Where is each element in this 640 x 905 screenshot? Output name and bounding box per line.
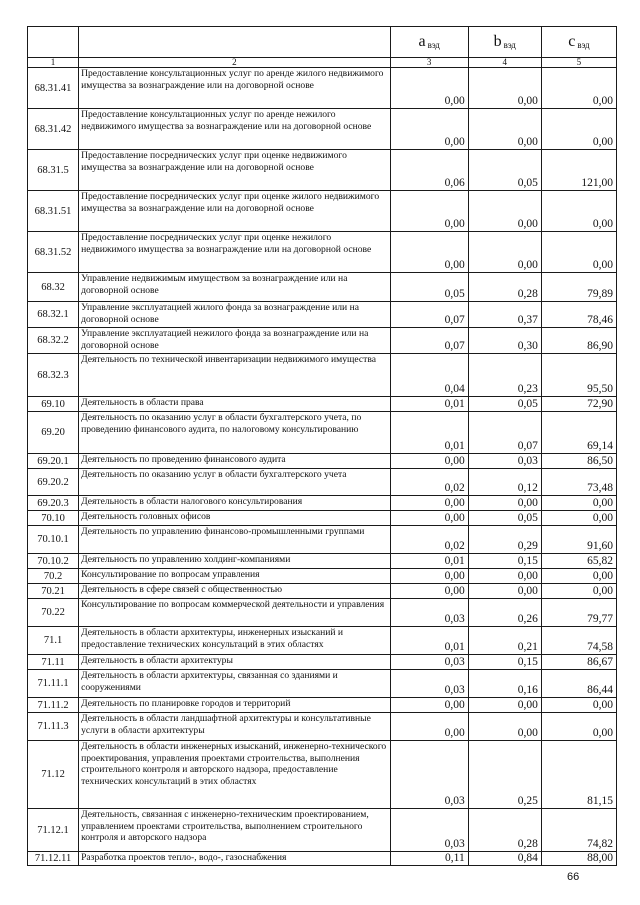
row-value-b: 0,05 (468, 511, 541, 526)
row-value-c: 86,44 (541, 670, 616, 698)
row-value-b: 0,30 (468, 328, 541, 354)
row-code: 70.21 (28, 584, 79, 599)
row-value-b: 0,00 (468, 68, 541, 109)
row-name: Деятельность головных офисов (79, 511, 391, 526)
row-code: 68.31.42 (28, 109, 79, 150)
row-name: Деятельность по проведению финансового аудита (79, 454, 391, 469)
column-number: 1 (28, 58, 79, 68)
row-value-b: 0,29 (468, 526, 541, 554)
row-value-b: 0,25 (468, 741, 541, 809)
row-code: 71.11.1 (28, 670, 79, 698)
column-number: 4 (468, 58, 541, 68)
row-value-a: 0,00 (390, 496, 468, 511)
row-value-b: 0,84 (468, 852, 541, 866)
row-name: Предоставление посреднических услуг при оценке жилого недвижимого имущества за вознаграждение или на договорной основе (79, 191, 391, 232)
row-code: 69.20 (28, 412, 79, 454)
row-code: 71.11 (28, 655, 79, 670)
row-value-c: 0,00 (541, 68, 616, 109)
row-name: Деятельность в области ландшафтной архитектуры и консультативные услуги в области архитектуры (79, 713, 391, 741)
table-row (28, 809, 617, 852)
row-value-b: 0,21 (468, 627, 541, 655)
row-value-a: 0,01 (390, 627, 468, 655)
row-code: 68.32.3 (28, 354, 79, 397)
row-value-a: 0,03 (390, 809, 468, 852)
row-name: Консультирование по вопросам коммерческой деятельности и управления (79, 599, 391, 627)
table-row (28, 302, 617, 328)
row-value-c: 0,00 (541, 511, 616, 526)
table-row (28, 554, 617, 569)
row-name: Деятельность в области налогового консультирования (79, 496, 391, 511)
row-code: 69.10 (28, 397, 79, 412)
row-code: 71.1 (28, 627, 79, 655)
row-name: Управление эксплуатацией жилого фонда за вознаграждение или на договорной основе (79, 302, 391, 328)
row-value-b: 0,00 (468, 109, 541, 150)
row-name: Предоставление посреднических услуг при оценке нежилого недвижимого имущества за вознаграждение или на договорной основе (79, 232, 391, 273)
row-value-b: 0,15 (468, 655, 541, 670)
row-code: 68.31.52 (28, 232, 79, 273)
row-name: Деятельность по управлению холдинг-компаниями (79, 554, 391, 569)
header-code (28, 27, 79, 58)
row-name: Предоставление консультационных услуг по аренде нежилого недвижимого имущества за вознаграждение или на договорной основе (79, 109, 391, 150)
row-value-a: 0,05 (390, 273, 468, 302)
row-value-b: 0,23 (468, 354, 541, 397)
table-row (28, 698, 617, 713)
table-row (28, 469, 617, 496)
row-value-b: 0,37 (468, 302, 541, 328)
row-code: 68.32.1 (28, 302, 79, 328)
row-value-b: 0,12 (468, 469, 541, 496)
table-row (28, 273, 617, 302)
row-value-b: 0,00 (468, 191, 541, 232)
row-code: 71.12 (28, 741, 79, 809)
row-name: Деятельность в области архитектуры (79, 655, 391, 670)
row-name: Управление недвижимым имуществом за вознаграждение или на договорной основе (79, 273, 391, 302)
row-value-b: 0,28 (468, 273, 541, 302)
row-code: 69.20.1 (28, 454, 79, 469)
row-name: Деятельность по технической инвентаризации недвижимого имущества (79, 354, 391, 397)
row-value-b: 0,05 (468, 397, 541, 412)
row-value-c: 74,82 (541, 809, 616, 852)
table-row (28, 569, 617, 584)
row-value-b: 0,00 (468, 713, 541, 741)
row-name: Разработка проектов тепло-, водо-, газоснабжения (79, 852, 391, 866)
row-value-a: 0,04 (390, 354, 468, 397)
row-name: Управление эксплуатацией нежилого фонда за вознаграждение или на договорной основе (79, 328, 391, 354)
row-name: Деятельность в области права (79, 397, 391, 412)
table-row (28, 741, 617, 809)
table-row (28, 397, 617, 412)
column-number: 3 (390, 58, 468, 68)
row-value-c: 88,00 (541, 852, 616, 866)
row-value-c: 69,14 (541, 412, 616, 454)
table-row (28, 511, 617, 526)
row-value-c: 81,15 (541, 741, 616, 809)
row-value-c: 0,00 (541, 191, 616, 232)
row-name: Деятельность в области инженерных изысканий, инженерно-технического проектирования, управления проектами строительства, выполнения строительного контроля и авторского надзора, предоставление технических консультаций в этих областях (79, 741, 391, 809)
row-name: Деятельность в области архитектуры, инженерных изысканий и предоставление технических консультаций в этих областях (79, 627, 391, 655)
row-value-a: 0,00 (390, 713, 468, 741)
row-code: 71.12.1 (28, 809, 79, 852)
row-code: 71.11.3 (28, 713, 79, 741)
row-code: 69.20.2 (28, 469, 79, 496)
row-code: 68.31.51 (28, 191, 79, 232)
table-row (28, 496, 617, 511)
row-value-c: 79,77 (541, 599, 616, 627)
row-value-b: 0,03 (468, 454, 541, 469)
table-row (28, 412, 617, 454)
row-value-a: 0,00 (390, 454, 468, 469)
row-value-c: 0,00 (541, 109, 616, 150)
row-value-a: 0,07 (390, 302, 468, 328)
table-row (28, 670, 617, 698)
row-value-b: 0,00 (468, 569, 541, 584)
table-row (28, 584, 617, 599)
table-row (28, 354, 617, 397)
row-name: Деятельность по оказанию услуг в области бухгалтерского учета (79, 469, 391, 496)
table-row (28, 328, 617, 354)
column-number: 5 (541, 58, 616, 68)
row-value-b: 0,00 (468, 584, 541, 599)
column-number: 2 (79, 58, 391, 68)
table-row (28, 627, 617, 655)
row-name: Деятельность в сфере связей с общественностью (79, 584, 391, 599)
row-code: 70.10.2 (28, 554, 79, 569)
table-row (28, 109, 617, 150)
row-value-a: 0,03 (390, 741, 468, 809)
data-table (27, 26, 617, 866)
row-value-b: 0,15 (468, 554, 541, 569)
row-code: 71.11.2 (28, 698, 79, 713)
table-body (28, 68, 617, 866)
row-value-c: 86,50 (541, 454, 616, 469)
row-code: 68.31.5 (28, 150, 79, 191)
row-value-a: 0,00 (390, 584, 468, 599)
row-value-c: 65,82 (541, 554, 616, 569)
row-value-c: 95,50 (541, 354, 616, 397)
row-code: 70.22 (28, 599, 79, 627)
row-code: 71.12.11 (28, 852, 79, 866)
row-value-a: 0,00 (390, 191, 468, 232)
header-a: a $_{вэд}$ (390, 27, 468, 58)
table-row (28, 150, 617, 191)
page-number: 66 (567, 871, 580, 883)
row-code: 68.32 (28, 273, 79, 302)
row-value-c: 79,89 (541, 273, 616, 302)
row-value-b: 0,26 (468, 599, 541, 627)
row-value-c: 72,90 (541, 397, 616, 412)
row-value-c: 91,60 (541, 526, 616, 554)
row-name: Консультирование по вопросам управления (79, 569, 391, 584)
row-name: Предоставление консультационных услуг по аренде жилого недвижимого имущества за вознаграждение или на договорной основе (79, 68, 391, 109)
row-value-a: 0,01 (390, 397, 468, 412)
row-value-a: 0,03 (390, 655, 468, 670)
table-row (28, 191, 617, 232)
row-value-a: 0,03 (390, 599, 468, 627)
row-code: 70.2 (28, 569, 79, 584)
row-value-c: 73,48 (541, 469, 616, 496)
row-value-a: 0,02 (390, 526, 468, 554)
row-value-b: 0,00 (468, 496, 541, 511)
table-row (28, 526, 617, 554)
row-name: Деятельность в области архитектуры, связанная со зданиями и сооружениями (79, 670, 391, 698)
table-row (28, 852, 617, 866)
row-value-c: 0,00 (541, 496, 616, 511)
row-code: 68.32.2 (28, 328, 79, 354)
row-value-c: 74,58 (541, 627, 616, 655)
row-value-a: 0,02 (390, 469, 468, 496)
row-value-a: 0,01 (390, 554, 468, 569)
header-row (28, 27, 617, 58)
table-row (28, 232, 617, 273)
row-value-c: 0,00 (541, 569, 616, 584)
row-name: Деятельность по планировке городов и территорий (79, 698, 391, 713)
row-value-c: 121,00 (541, 150, 616, 191)
row-value-a: 0,00 (390, 68, 468, 109)
table-row (28, 713, 617, 741)
row-value-a: 0,06 (390, 150, 468, 191)
row-code: 70.10 (28, 511, 79, 526)
row-value-a: 0,00 (390, 511, 468, 526)
row-value-b: 0,00 (468, 698, 541, 713)
row-value-b: 0,00 (468, 232, 541, 273)
row-value-a: 0,00 (390, 232, 468, 273)
row-code: 68.31.41 (28, 68, 79, 109)
header-name (79, 27, 391, 58)
row-value-a: 0,00 (390, 109, 468, 150)
row-value-a: 0,01 (390, 412, 468, 454)
table-row (28, 655, 617, 670)
row-value-c: 0,00 (541, 232, 616, 273)
row-code: 70.10.1 (28, 526, 79, 554)
row-value-c: 86,67 (541, 655, 616, 670)
header-b: b $_{вэд}$ (468, 27, 541, 58)
row-value-c: 0,00 (541, 698, 616, 713)
row-value-a: 0,00 (390, 698, 468, 713)
row-value-b: 0,16 (468, 670, 541, 698)
row-name: Деятельность, связанная с инженерно-техническим проектированием, управлением проектами строительства, выполнением строительного контроля и авторского надзора (79, 809, 391, 852)
table-row (28, 454, 617, 469)
column-number-row (28, 58, 617, 68)
row-value-c: 0,00 (541, 584, 616, 599)
row-value-b: 0,07 (468, 412, 541, 454)
row-value-b: 0,28 (468, 809, 541, 852)
row-value-a: 0,03 (390, 670, 468, 698)
row-value-a: 0,07 (390, 328, 468, 354)
row-name: Предоставление посреднических услуг при оценке недвижимого имущества за вознаграждение или на договорной основе (79, 150, 391, 191)
row-name: Деятельность по управлению финансово-промышленными группами (79, 526, 391, 554)
row-value-c: 0,00 (541, 713, 616, 741)
header-c: c $_{вэд}$ (541, 27, 616, 58)
row-value-a: 0,11 (390, 852, 468, 866)
table-row (28, 599, 617, 627)
table-row (28, 68, 617, 109)
row-value-b: 0,05 (468, 150, 541, 191)
row-value-a: 0,00 (390, 569, 468, 584)
row-code: 69.20.3 (28, 496, 79, 511)
row-value-c: 86,90 (541, 328, 616, 354)
row-value-c: 78,46 (541, 302, 616, 328)
row-name: Деятельность по оказанию услуг в области бухгалтерского учета, по проведению финансового аудита, по налоговому консультированию (79, 412, 391, 454)
